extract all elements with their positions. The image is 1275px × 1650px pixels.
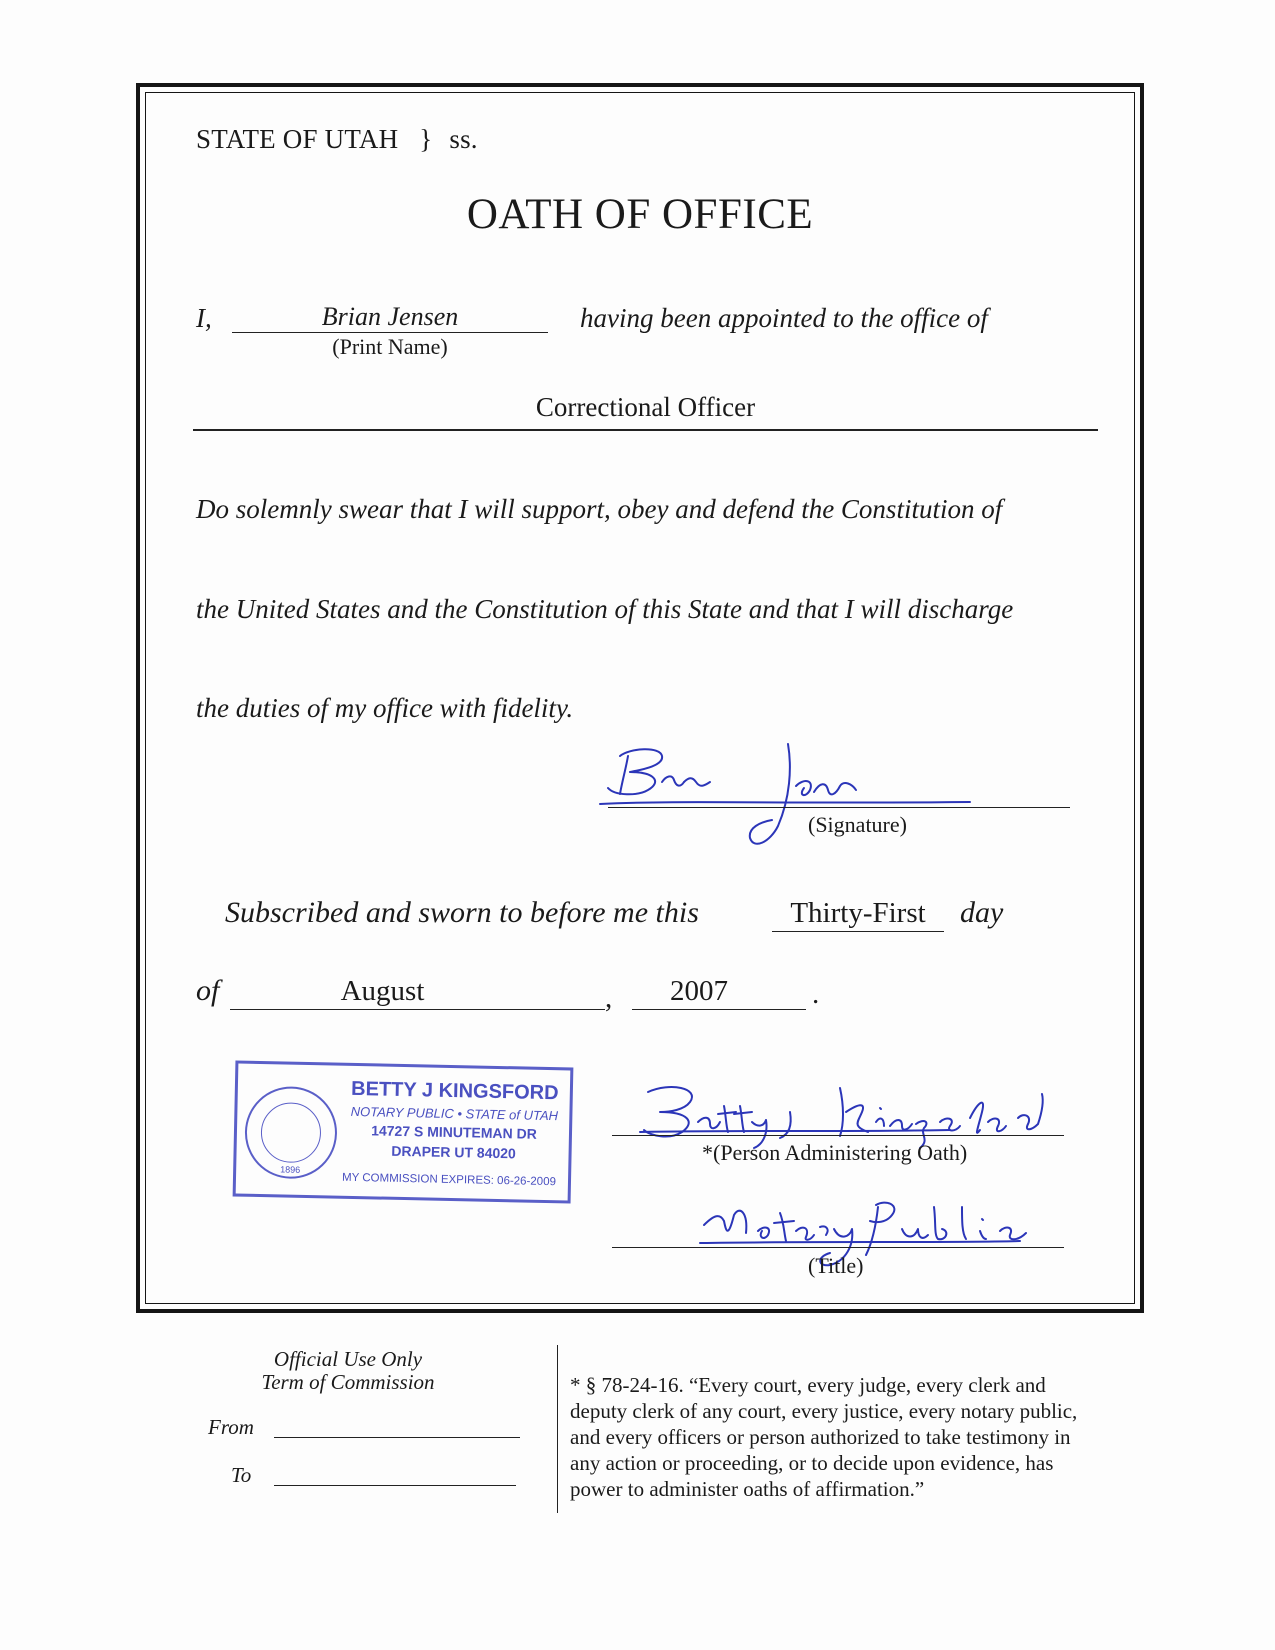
state-name: STATE OF UTAH — [196, 124, 399, 154]
printed-name-label: (Print Name) — [332, 334, 448, 359]
notary-stamp — [233, 1060, 574, 1203]
year-value: 2007 — [670, 975, 728, 1007]
printed-name-line — [232, 332, 548, 333]
day-line — [772, 931, 944, 932]
notary-address-1: 14727 S MINUTEMAN DR — [371, 1122, 538, 1142]
scilicet-abbrev: ss. — [449, 124, 478, 154]
from-line — [274, 1437, 520, 1438]
month-line — [230, 1009, 605, 1010]
oath-line-2: the United States and the Constitution of this State and that I will discharge — [196, 594, 1014, 624]
notary-expiry: MY COMMISSION EXPIRES: 06-26-2009 — [341, 1171, 557, 1189]
statute-line: power to administer oaths of affirmation.” — [570, 1477, 925, 1501]
notary-address-2: DRAPER UT 84020 — [391, 1142, 516, 1162]
printed-name-value: Brian Jensen — [321, 302, 459, 331]
of-word: of — [196, 974, 220, 1007]
signature-line — [608, 807, 1070, 808]
state-seal-icon — [244, 1086, 338, 1180]
statute-line: and every officers or person authorized to take testimony in — [570, 1425, 1071, 1449]
pronoun-text: I, — [196, 303, 212, 333]
oath-taker-signature — [600, 738, 970, 858]
year-line — [632, 1009, 806, 1010]
to-label: To — [231, 1463, 252, 1487]
signature-label: (Signature) — [808, 812, 907, 837]
administering-label: *(Person Administering Oath) — [702, 1140, 968, 1165]
notary-role: NOTARY PUBLIC • STATE of UTAH — [350, 1103, 559, 1124]
oath-line-1: Do solemnly swear that I will support, obey and defend the Constitution of — [196, 494, 1003, 524]
venue-bracket: } — [419, 124, 433, 154]
office-line — [193, 429, 1098, 431]
administering-line — [612, 1135, 1064, 1136]
title-line — [612, 1247, 1064, 1248]
statute-citation — [570, 1372, 1077, 1502]
day-word: day — [960, 896, 1004, 929]
official-use-heading: Official Use Only — [273, 1347, 423, 1371]
term-of-commission-heading: Term of Commission — [261, 1370, 435, 1394]
statute-line: any action or proceeding, or to decide upon evidence, has — [570, 1451, 1054, 1475]
notary-name: BETTY J KINGSFORD — [350, 1077, 559, 1105]
title-label: (Title) — [808, 1253, 864, 1278]
footer-divider — [557, 1345, 558, 1513]
venue-heading — [196, 124, 478, 155]
notary-title-handwriting — [700, 1195, 1080, 1275]
subscribed-text: Subscribed and sworn to before me this — [225, 896, 699, 929]
appointed-text: having been appointed to the office of — [580, 303, 988, 333]
seal-year: 1896 — [280, 1164, 301, 1175]
month-comma: , — [605, 982, 613, 1014]
day-value: Thirty-First — [790, 897, 926, 929]
from-label: From — [208, 1415, 254, 1439]
document-title: OATH OF OFFICE — [466, 191, 814, 238]
to-line — [274, 1485, 516, 1486]
month-value: August — [340, 975, 425, 1007]
statute-line: * § 78-24-16. “Every court, every judge, every clerk and — [570, 1373, 1046, 1397]
office-value: Correctional Officer — [535, 392, 756, 422]
statute-line: deputy clerk of any court, every justice, every notary public, — [570, 1399, 1078, 1423]
year-period: . — [812, 978, 820, 1010]
oath-line-3: the duties of my office with fidelity. — [196, 693, 574, 723]
